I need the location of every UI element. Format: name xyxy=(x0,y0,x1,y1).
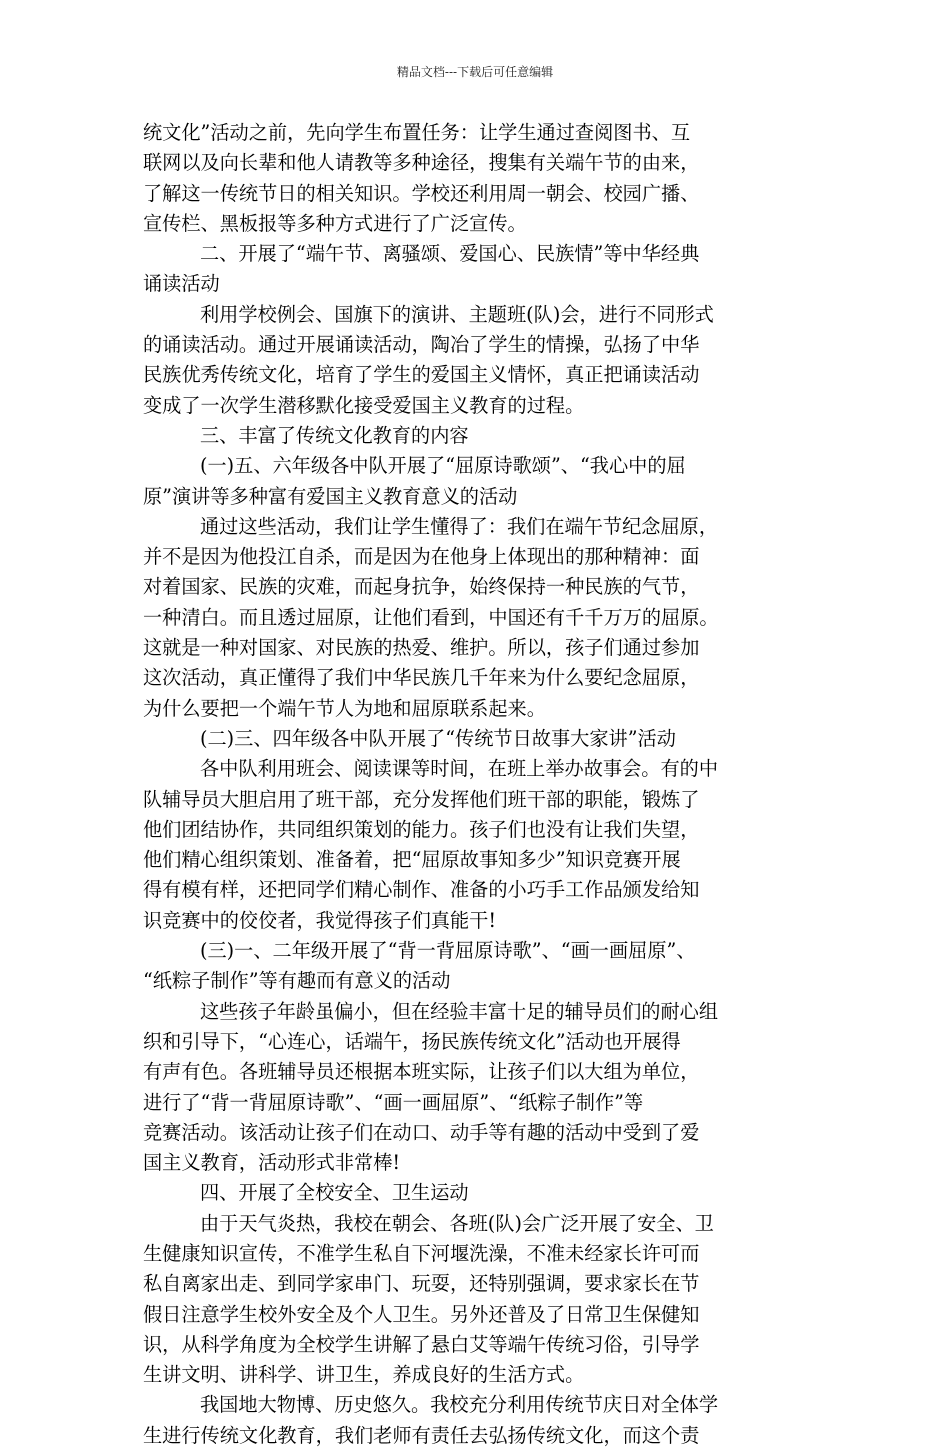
text-line: 统文化”活动之前，先向学生布置任务：让学生通过查阅图书、互 xyxy=(143,121,691,144)
text-line: 织和引导下，“心连心，话端午，扬民族传统文化”活动也开展得 xyxy=(143,1029,681,1053)
text-line: 生讲文明、讲科学、讲卫生，养成良好的生活方式。 xyxy=(143,1363,585,1387)
text-line: 生进行传统文化教育，我们老师有责任去弘扬传统文化，而这个责 xyxy=(143,1423,700,1447)
text-line: 联网以及向长辈和他人请教等多种途径，搜集有关端午节的由来， xyxy=(143,151,700,175)
text-line: 由于天气炎热，我校在朝会、各班(队)会广泛开展了安全、卫 xyxy=(200,1211,714,1235)
document-body xyxy=(143,118,823,1451)
text-line: 一种清白。而且透过屈原，让他们看到，中国还有千千万万的屈原。 xyxy=(143,605,719,629)
text-line: 原”演讲等多种富有爱国主义教育意义的活动 xyxy=(143,484,518,508)
text-line: 我国地大物博、历史悠久。我校充分利用传统节庆日对全体学 xyxy=(200,1393,719,1417)
text-line: 这些孩子年龄虽偏小，但在经验丰富十足的辅导员们的耐心组 xyxy=(200,999,719,1023)
text-line: 诵读活动 xyxy=(143,272,220,296)
text-line: 竞赛活动。该活动让孩子们在动口、动手等有趣的活动中受到了爱 xyxy=(143,1120,700,1144)
text-line: 假日注意学生校外安全及个人卫生。另外还普及了日常卫生保健知 xyxy=(143,1302,700,1326)
text-line: 得有模有样，还把同学们精心制作、准备的小巧手工作品颁发给知 xyxy=(143,878,700,902)
text-line: (三)一、二年级开展了“背一背屈原诗歌”、“画一画屈原”、 xyxy=(200,939,696,963)
text-line: 宣传栏、黑板报等多种方式进行了广泛宣传。 xyxy=(143,211,527,235)
text-line: 识竞赛中的佼佼者，我觉得孩子们真能干! xyxy=(143,908,497,932)
page-header: 精品文档---下载后可任意编辑 xyxy=(396,65,554,79)
text-line: 变成了一次学生潜移默化接受爱国主义教育的过程。 xyxy=(143,393,585,417)
text-line: 并不是因为他投江自杀，而是因为在他身上体现出的那种精神：面 xyxy=(143,545,700,569)
text-line: 识，从科学角度为全校学生讲解了悬白艾等端午传统习俗，引导学 xyxy=(143,1332,700,1356)
text-line: 有声有色。各班辅导员还根据本班实际，让孩子们以大组为单位， xyxy=(143,1060,700,1084)
text-line: 这次活动，真正懂得了我们中华民族几千年来为什么要纪念屈原， xyxy=(143,666,700,690)
text-line: 为什么要把一个端午节人为地和屈原联系起来。 xyxy=(143,696,546,720)
text-line: (二)三、四年级各中队开展了“传统节日故事大家讲”活动 xyxy=(200,726,676,750)
text-line: 生健康知识宣传，不准学生私自下河堰洗澡，不准未经家长许可而 xyxy=(143,1241,700,1265)
text-line: 他们团结协作，共同组织策划的能力。孩子们也没有让我们失望， xyxy=(143,817,700,841)
text-line: 二、开展了“端午节、离骚颂、爱国心、民族情”等中华经典 xyxy=(200,242,700,266)
text-line: 四、开展了全校安全、卫生运动 xyxy=(200,1181,469,1205)
text-line: 国主义教育，活动形式非常棒! xyxy=(143,1151,401,1175)
text-line: 私自离家出走、到同学家串门、玩耍，还特别强调，要求家长在节 xyxy=(143,1272,700,1296)
text-line: 队辅导员大胆启用了班干部，充分发挥他们班干部的职能，锻炼了 xyxy=(143,787,700,811)
text-line: 各中队利用班会、阅读课等时间，在班上举办故事会。有的中 xyxy=(200,757,719,781)
text-line: 通过这些活动，我们让学生懂得了：我们在端午节纪念屈原， xyxy=(200,514,719,538)
text-line: 三、丰富了传统文化教育的内容 xyxy=(200,423,469,447)
text-line: 利用学校例会、国旗下的演讲、主题班(队)会，进行不同形式 xyxy=(200,302,714,326)
text-line: 这就是一种对国家、对民族的热爱、维护。所以，孩子们通过参加 xyxy=(143,636,700,660)
text-line: 进行了“背一背屈原诗歌”、“画一画屈原”、“纸粽子制作”等 xyxy=(143,1090,644,1114)
text-line: 他们精心组织策划、准备着，把“屈原故事知多少”知识竞赛开展 xyxy=(143,848,681,872)
text-line: (一)五、六年级各中队开展了“屈原诗歌颂”、“我心中的屈 xyxy=(200,454,686,478)
text-line: 民族优秀传统文化，培育了学生的爱国主义情怀，真正把诵读活动 xyxy=(143,363,700,387)
text-line: “纸粽子制作”等有趣而有意义的活动 xyxy=(143,969,451,993)
text-line: 了解这一传统节日的相关知识。学校还利用周一朝会、校园广播、 xyxy=(143,181,700,205)
text-line: 对着国家、民族的灾难，而起身抗争，始终保持一种民族的气节， xyxy=(143,575,700,599)
text-line: 的诵读活动。通过开展诵读活动，陶冶了学生的情操，弘扬了中华 xyxy=(143,333,700,357)
